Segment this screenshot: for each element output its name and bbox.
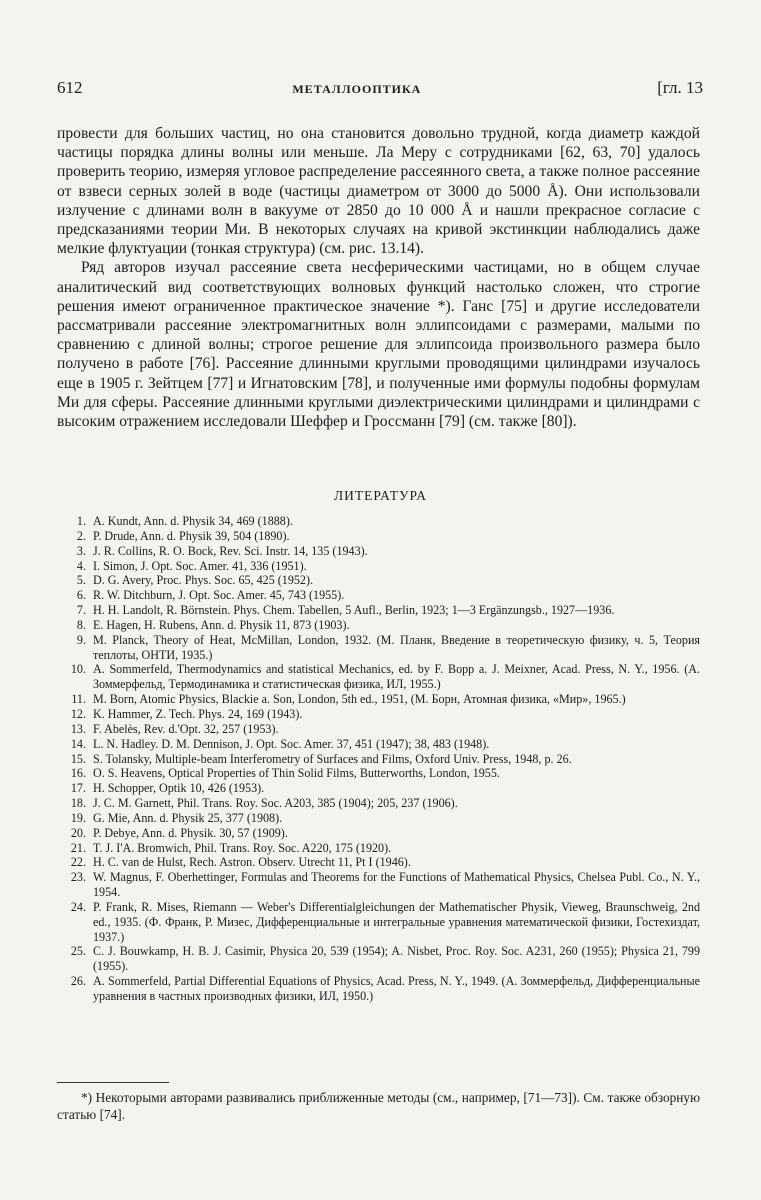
reference-text: J. C. M. Garnett, Phil. Trans. Roy. Soc. A203, 385 (1904); 205, 237 (1906).: [93, 796, 458, 811]
reference-text: G. Mie, Ann. d. Physik 25, 377 (1908).: [93, 810, 283, 825]
reference-number: 2.: [76, 528, 86, 543]
reference-number: 1.: [76, 514, 86, 528]
reference-text: L. N. Hadley. D. M. Dennison, J. Opt. Soc. Amer. 37, 451 (1947); 38, 483 (1948).: [93, 736, 490, 751]
reference-text: W. Magnus, F. Oberhettinger, Formulas and Theorems for the Functions of Mathematical Physics, Chelsea Publ. Co., N. Y., 1954.: [93, 870, 700, 900]
reference-number: 10.: [70, 662, 86, 677]
reference-text: I. Simon, J. Opt. Soc. Amer. 41, 336 (1951).: [93, 558, 307, 573]
reference-number: 14.: [70, 736, 86, 751]
reference-number: 9.: [76, 632, 86, 647]
reference-text: H. H. Landolt, R. Börnstein. Phys. Chem. Tabellen, 5 Aufl., Berlin, 1923; 1—3 Ergänzungsb., 1927—1936.: [93, 603, 615, 618]
literature-heading: ЛИТЕРАТУРА: [333, 488, 428, 503]
reference-item: [57, 944, 700, 974]
reference-number: 25.: [70, 944, 86, 959]
reference-item: [57, 603, 700, 618]
reference-text: P. Debye, Ann. d. Physik. 30, 57 (1909).: [93, 825, 288, 840]
reference-text: D. G. Avery, Proc. Phys. Soc. 65, 425 (1952).: [93, 573, 314, 588]
reference-number: 8.: [76, 617, 86, 632]
reference-number: 19.: [70, 810, 86, 825]
reference-number: 24.: [70, 899, 86, 914]
reference-item: [57, 841, 700, 856]
reference-number: 5.: [76, 573, 86, 588]
page-number: 612: [57, 78, 83, 97]
reference-number: 20.: [70, 825, 86, 840]
reference-text: H. C. van de Hulst, Rech. Astron. Observ. Utrecht 11, Pt I (1946).: [93, 855, 411, 870]
reference-text: T. J. I'A. Bromwich, Phil. Trans. Roy. Soc. A220, 175 (1920).: [93, 840, 392, 855]
reference-item: [57, 633, 700, 663]
reference-text: J. R. Collins, R. O. Bock, Rev. Sci. Instr. 14, 135 (1943).: [93, 543, 368, 558]
reference-number: 6.: [76, 588, 86, 603]
reference-item: [57, 796, 700, 811]
running-title: МЕТАЛЛООПТИКА: [292, 82, 422, 96]
reference-number: 21.: [70, 840, 86, 855]
reference-item: [57, 559, 700, 574]
reference-number: 11.: [71, 692, 86, 707]
reference-number: 15.: [70, 751, 86, 766]
reference-number: 16.: [70, 766, 86, 781]
reference-number: 17.: [70, 781, 86, 796]
reference-item: [57, 870, 700, 900]
reference-number: 7.: [76, 603, 86, 618]
reference-text: A. Kundt, Ann. d. Physik 34, 469 (1888).: [93, 514, 293, 528]
reference-item: [57, 811, 700, 826]
reference-item: [57, 544, 700, 559]
reference-text: R. W. Ditchburn, J. Opt. Soc. Amer. 45, 743 (1955).: [93, 588, 345, 603]
reference-text: P. Drude, Ann. d. Physik 39, 504 (1890).: [93, 528, 290, 543]
reference-text: P. Frank, R. Mises, Riemann — Weber's Differentialgleichungen der Mathematischer Physik, Vieweg, Braunschweig, 2nd ed., 1935. (Ф. Франк, Р. Мизес, Дифференциальные и интегральные уравнения математической физики, Гостехиздат, 1937.): [93, 899, 700, 944]
reference-item: [57, 529, 700, 544]
paragraph-1: провести для больших частиц, но она становится довольно трудной, когда диаметр каждой частицы порядка длины волны или меньше. Ла Меру с сотрудниками [62, 63, 70] удалось проверить теорию, измеряя угловое распределение рассеянного света, а также полное рассеяние от взвеси серных золей в воде (частицы диаметром от 3000 до 5000 Å). Они использовали излучение с длинами волн в вакууме от 2850 до 10 000 Å и нашли прекрасное согласие с предсказаниями теории Ми. В некоторых случаях на кривой экстинкции наблюдались даже мелкие флуктуации (тонкая структура) (см. рис. 13.14).: [57, 125, 700, 258]
reference-text: M. Born, Atomic Physics, Blackie a. Son, London, 5th ed., 1951, (М. Борн, Атомная физика, «Мир», 1965.): [93, 692, 626, 707]
reference-number: 4.: [76, 558, 86, 573]
reference-number: 22.: [70, 855, 86, 870]
reference-item: [57, 573, 700, 588]
reference-item: [57, 588, 700, 603]
reference-list: [57, 514, 700, 1004]
chapter-label: [гл. 13: [657, 78, 703, 97]
reference-item: [57, 707, 700, 722]
reference-text: A. Sommerfeld, Partial Differential Equations of Physics, Acad. Press, N. Y., 1949. (А. Зоммерфельд, Дифференциальные уравнения в частных производных физики, ИЛ, 1950.): [93, 974, 700, 1003]
reference-text: A. Sommerfeld, Thermodynamics and statistical Mechanics, ed. by F. Bopp a. J. Meixner, Acad. Press, N. Y., 1956. (А. Зоммерфельд, Термодинамика и статистическая физика, ИЛ, 1955.): [93, 662, 700, 692]
page-header: [57, 78, 703, 98]
reference-number: 12.: [70, 706, 86, 721]
reference-item: [57, 781, 700, 796]
reference-number: 18.: [70, 796, 86, 811]
reference-number: 3.: [76, 543, 86, 558]
reference-item: [57, 737, 700, 752]
reference-text: F. Abelès, Rev. d.'Opt. 32, 257 (1953).: [93, 721, 279, 736]
main-text: [57, 124, 700, 431]
footnote-rule: [57, 1082, 169, 1083]
reference-number: 13.: [70, 721, 86, 736]
reference-item: [57, 855, 700, 870]
reference-item: [57, 826, 700, 841]
footnote: *) Некоторыми авторами развивались приближенные методы (см., например, [71—73]). См. также обзорную статью [74].: [57, 1090, 700, 1122]
reference-text: C. J. Bouwkamp, H. B. J. Casimir, Physica 20, 539 (1954); A. Nisbet, Proc. Roy. Soc. A231, 260 (1955); Physica 21, 799 (1955).: [93, 944, 700, 974]
paragraph-2: Ряд авторов изучал рассеяние света несферическими частицами, но в общем случае аналитический вид соответствующих волновых функций настолько сложен, что строгие решения имеют ограниченное практическое значение *). Ганс [75] и другие исследователи рассматривали рассеяние электромагнитных волн эллипсоидами с размерами, малыми по сравнению с длиной волны; строгое решение для эллипсоида произвольного размера было получено в работе [76]. Рассеяние длинными круглыми проводящими цилиндрами изучалось еще в 1905 г. Зейтцем [77] и Игнатовским [78], и полученные ими формулы подобны формулам Ми для сферы. Рассеяние длинными круглыми диэлектрическими цилиндрами и цилиндрами с высоким отражением исследовали Шеффер и Гроссманн [79] (см. также [80]).: [57, 259, 700, 431]
reference-text: O. S. Heavens, Optical Properties of Thin Solid Films, Butterworths, London, 1955.: [93, 766, 500, 781]
reference-item: [57, 514, 700, 529]
reference-item: [57, 722, 700, 737]
reference-item: [57, 974, 700, 1004]
reference-text: E. Hagen, H. Rubens, Ann. d. Physik 11, 873 (1903).: [93, 617, 350, 632]
reference-number: 23.: [70, 870, 86, 885]
reference-text: H. Schopper, Optik 10, 426 (1953).: [93, 781, 265, 796]
reference-item: [57, 662, 700, 692]
reference-item: [57, 618, 700, 633]
reference-text: S. Tolansky, Multiple-beam Interferometry of Surfaces and Films, Oxford Univ. Press, 1948, p. 26.: [93, 751, 572, 766]
reference-item: [57, 766, 700, 781]
reference-text: K. Hammer, Z. Tech. Phys. 24, 169 (1943).: [93, 706, 303, 721]
reference-item: [57, 752, 700, 767]
reference-text: M. Planck, Theory of Heat, McMillan, London, 1932. (М. Планк, Введение в теоретическую физику, ч. 5, Теория теплоты, ОНТИ, 1935.): [93, 632, 700, 662]
reference-number: 26.: [70, 974, 86, 989]
reference-item: [57, 692, 700, 707]
reference-item: [57, 900, 700, 945]
